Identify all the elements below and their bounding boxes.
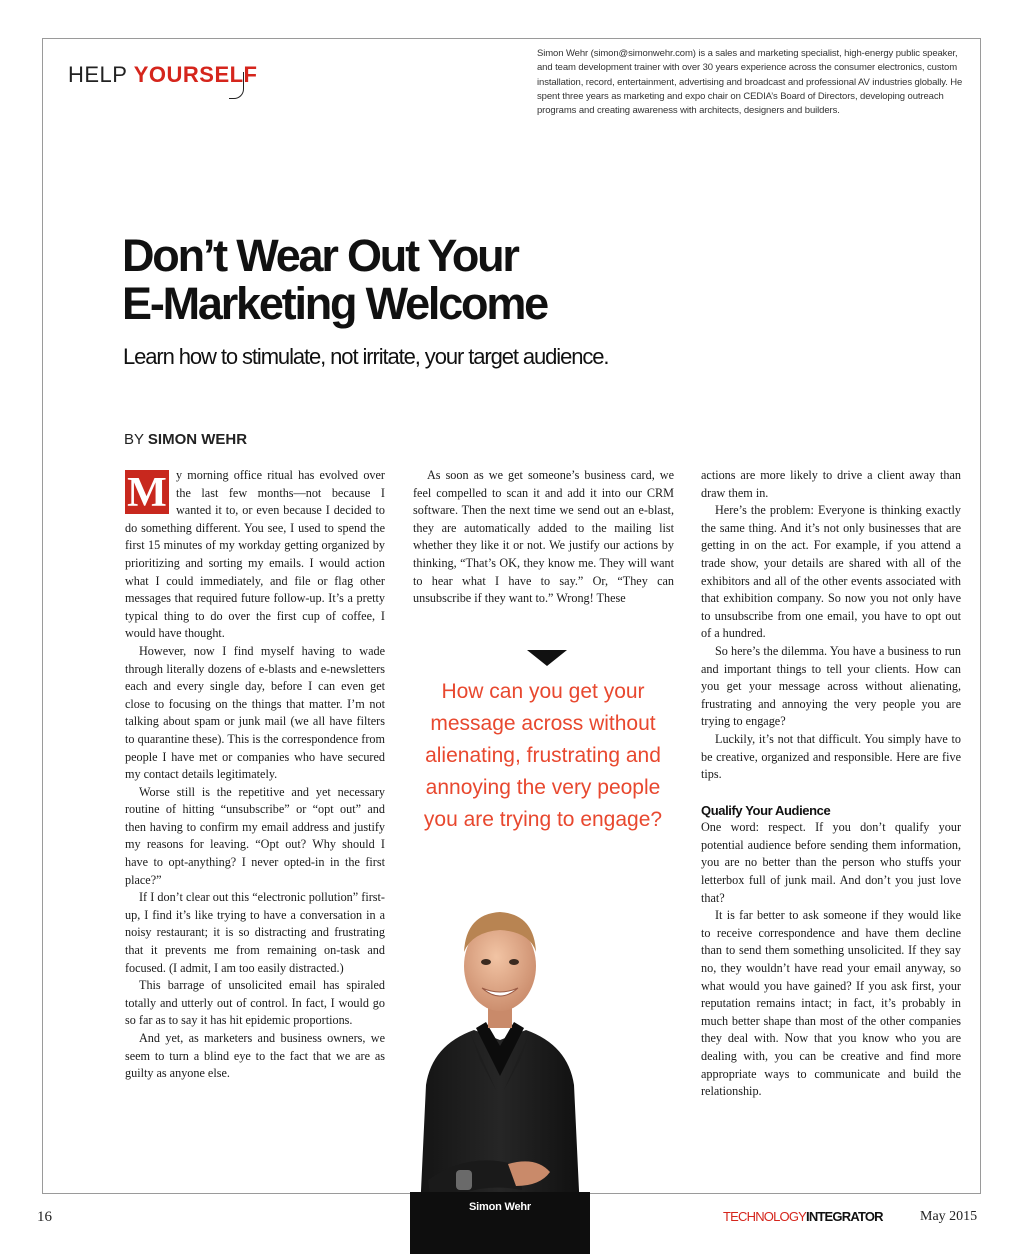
article-column-2: [413, 467, 674, 608]
subheading: Qualify Your Audience: [701, 802, 831, 818]
masthead-bold: INTEGRATOR: [806, 1209, 883, 1224]
paragraph: One word: respect. If you don’t qualify your potential audience before sending them information, you are no better than the person who stuffs your letterbox full of junk mail. And don’t you just love that?: [701, 820, 961, 905]
paragraph: So here’s the dilemma. You have a business to run and important things to tell your clients. How can you get your message across without alienating, frustrating and annoying the very people you are trying to engage?: [701, 643, 961, 729]
paragraph: Luckily, it’s not that difficult. You simply have to be creative, organized and responsible. Here are five tips.: [701, 731, 961, 782]
paragraph: Here’s the problem: Everyone is thinking exactly the same thing. And it’s not only businesses that are getting in on the act. For example, if you attend a trade show, your details are shared with all of the exhibitors and all of the other events associated with that exhibition company. So now you not only have to unsubscribe from one email, you have to opt out of a hundred.: [701, 503, 961, 641]
paragraph-text: y morning office ritual has evolved over the last few months—not because I wanted it to, or even because I decided to do something different. You see, I used to spend the first 15 minutes of my workday getting organized by prioritizing and sorting my emails. I would action what I could immediately, and file or flag other messages that required future follow-up. It’s a pretty typical thing to do over the first cup of coffee, I would have thought.: [125, 468, 385, 641]
paragraph: [125, 467, 385, 643]
paragraph: It is far better to ask someone if they would like to receive correspondence and have them decline than to send them something unsolicited. If they say no, they wouldn’t have read your email anyway, so what would you have gained? If you ask first, your reputation remains intact; in fact, it’s probably in much better shape than most of the other companies they deal with. Now that you know who you are dealing with, you can be creative and find more appropriate ways to communicate and build the relationship.: [701, 908, 961, 1099]
paragraph: As soon as we get someone’s business card, we feel compelled to scan it and add it into our CRM software. Then the next time we send out an e-blast, they are automatically added to the mailing list whether they like it or not. We justify our actions by thinking, “That’s OK, they know me. They will want to hear what I have to say.” Or, “They can unsubscribe if they want to.” Wrong! These: [413, 468, 674, 606]
paragraph: However, now I find myself having to wade through literally dozens of e-blasts and e-newsletters each and every single day, before I can even get close to focusing on the things that matter. I’m not talking about spam or junk mail (we all have filters to quarantine these). This is the correspondence from people I have met or companies who have secured my contact details legitimately.: [125, 643, 385, 782]
article-column-1: [125, 467, 385, 1083]
magazine-masthead: [723, 1209, 883, 1224]
paragraph: And yet, as marketers and business owners, we seem to turn a blind eye to the fact that we are as guilty as anyone else.: [125, 1031, 385, 1081]
section-hook-decoration: [229, 72, 244, 99]
title-line-1: Don’t Wear Out Your: [122, 230, 518, 281]
paragraph: This barrage of unsolicited email has spiraled totally and utterly out of control. In fact, I would go so far as to say it has hit epidemic proportions.: [125, 978, 385, 1028]
drop-cap: M: [125, 470, 169, 514]
author-photo: [410, 880, 590, 1254]
paragraph: actions are more likely to drive a client away than draw them in.: [701, 468, 961, 500]
paragraph: If I don’t clear out this “electronic pollution” first-up, I find it’s like trying to have a conversation in a noisy restaurant; it is so distracting and frustrating that it prevents me from remaining on-task and focused. (I admit, I am too easily distracted.): [125, 890, 385, 975]
pull-quote: How can you get your message across without alienating, frustrating and annoying the very people you are trying to engage?: [423, 680, 663, 831]
page-number: 16: [37, 1209, 52, 1225]
author-bio: Simon Wehr (simon@simonwehr.com) is a sales and marketing specialist, high-energy public speaker, and team development trainer with over 30 years experience across the consumer electronics, custom installation, record, entertainment, advertising and broadcast and professional AV industries globally. He spent three years as marketing and expo chair on CEDIA’s Board of Directors, developing outreach programs and creating awareness with architects, designers and builders.: [537, 48, 963, 117]
title-line-2: E-Marketing Welcome: [122, 278, 547, 329]
masthead-light: TECHNOLOGY: [723, 1209, 807, 1224]
byline-prefix: BY: [124, 431, 144, 448]
issue-date: May 2015: [920, 1209, 978, 1224]
article-subtitle: Learn how to stimulate, not irritate, your target audience.: [123, 344, 609, 369]
section-label-light: HELP: [68, 62, 128, 87]
article-column-3: [701, 467, 961, 1101]
byline: [124, 431, 247, 448]
photo-caption: Simon Wehr: [469, 1201, 531, 1213]
down-arrow-icon: [527, 650, 567, 666]
paragraph: Worse still is the repetitive and yet necessary routine of hitting “unsubscribe” or “opt out” and then having to confirm my email address and justify my reasons for leaving. “Opt out? Why should I have to opt-anything? I never opted-in in the first place?”: [125, 784, 385, 887]
author-portrait-illustration: [410, 880, 590, 1254]
byline-name: SIMON WEHR: [147, 431, 248, 448]
section-label-strong: YOURSELF: [133, 62, 258, 87]
article-title: [122, 232, 822, 328]
